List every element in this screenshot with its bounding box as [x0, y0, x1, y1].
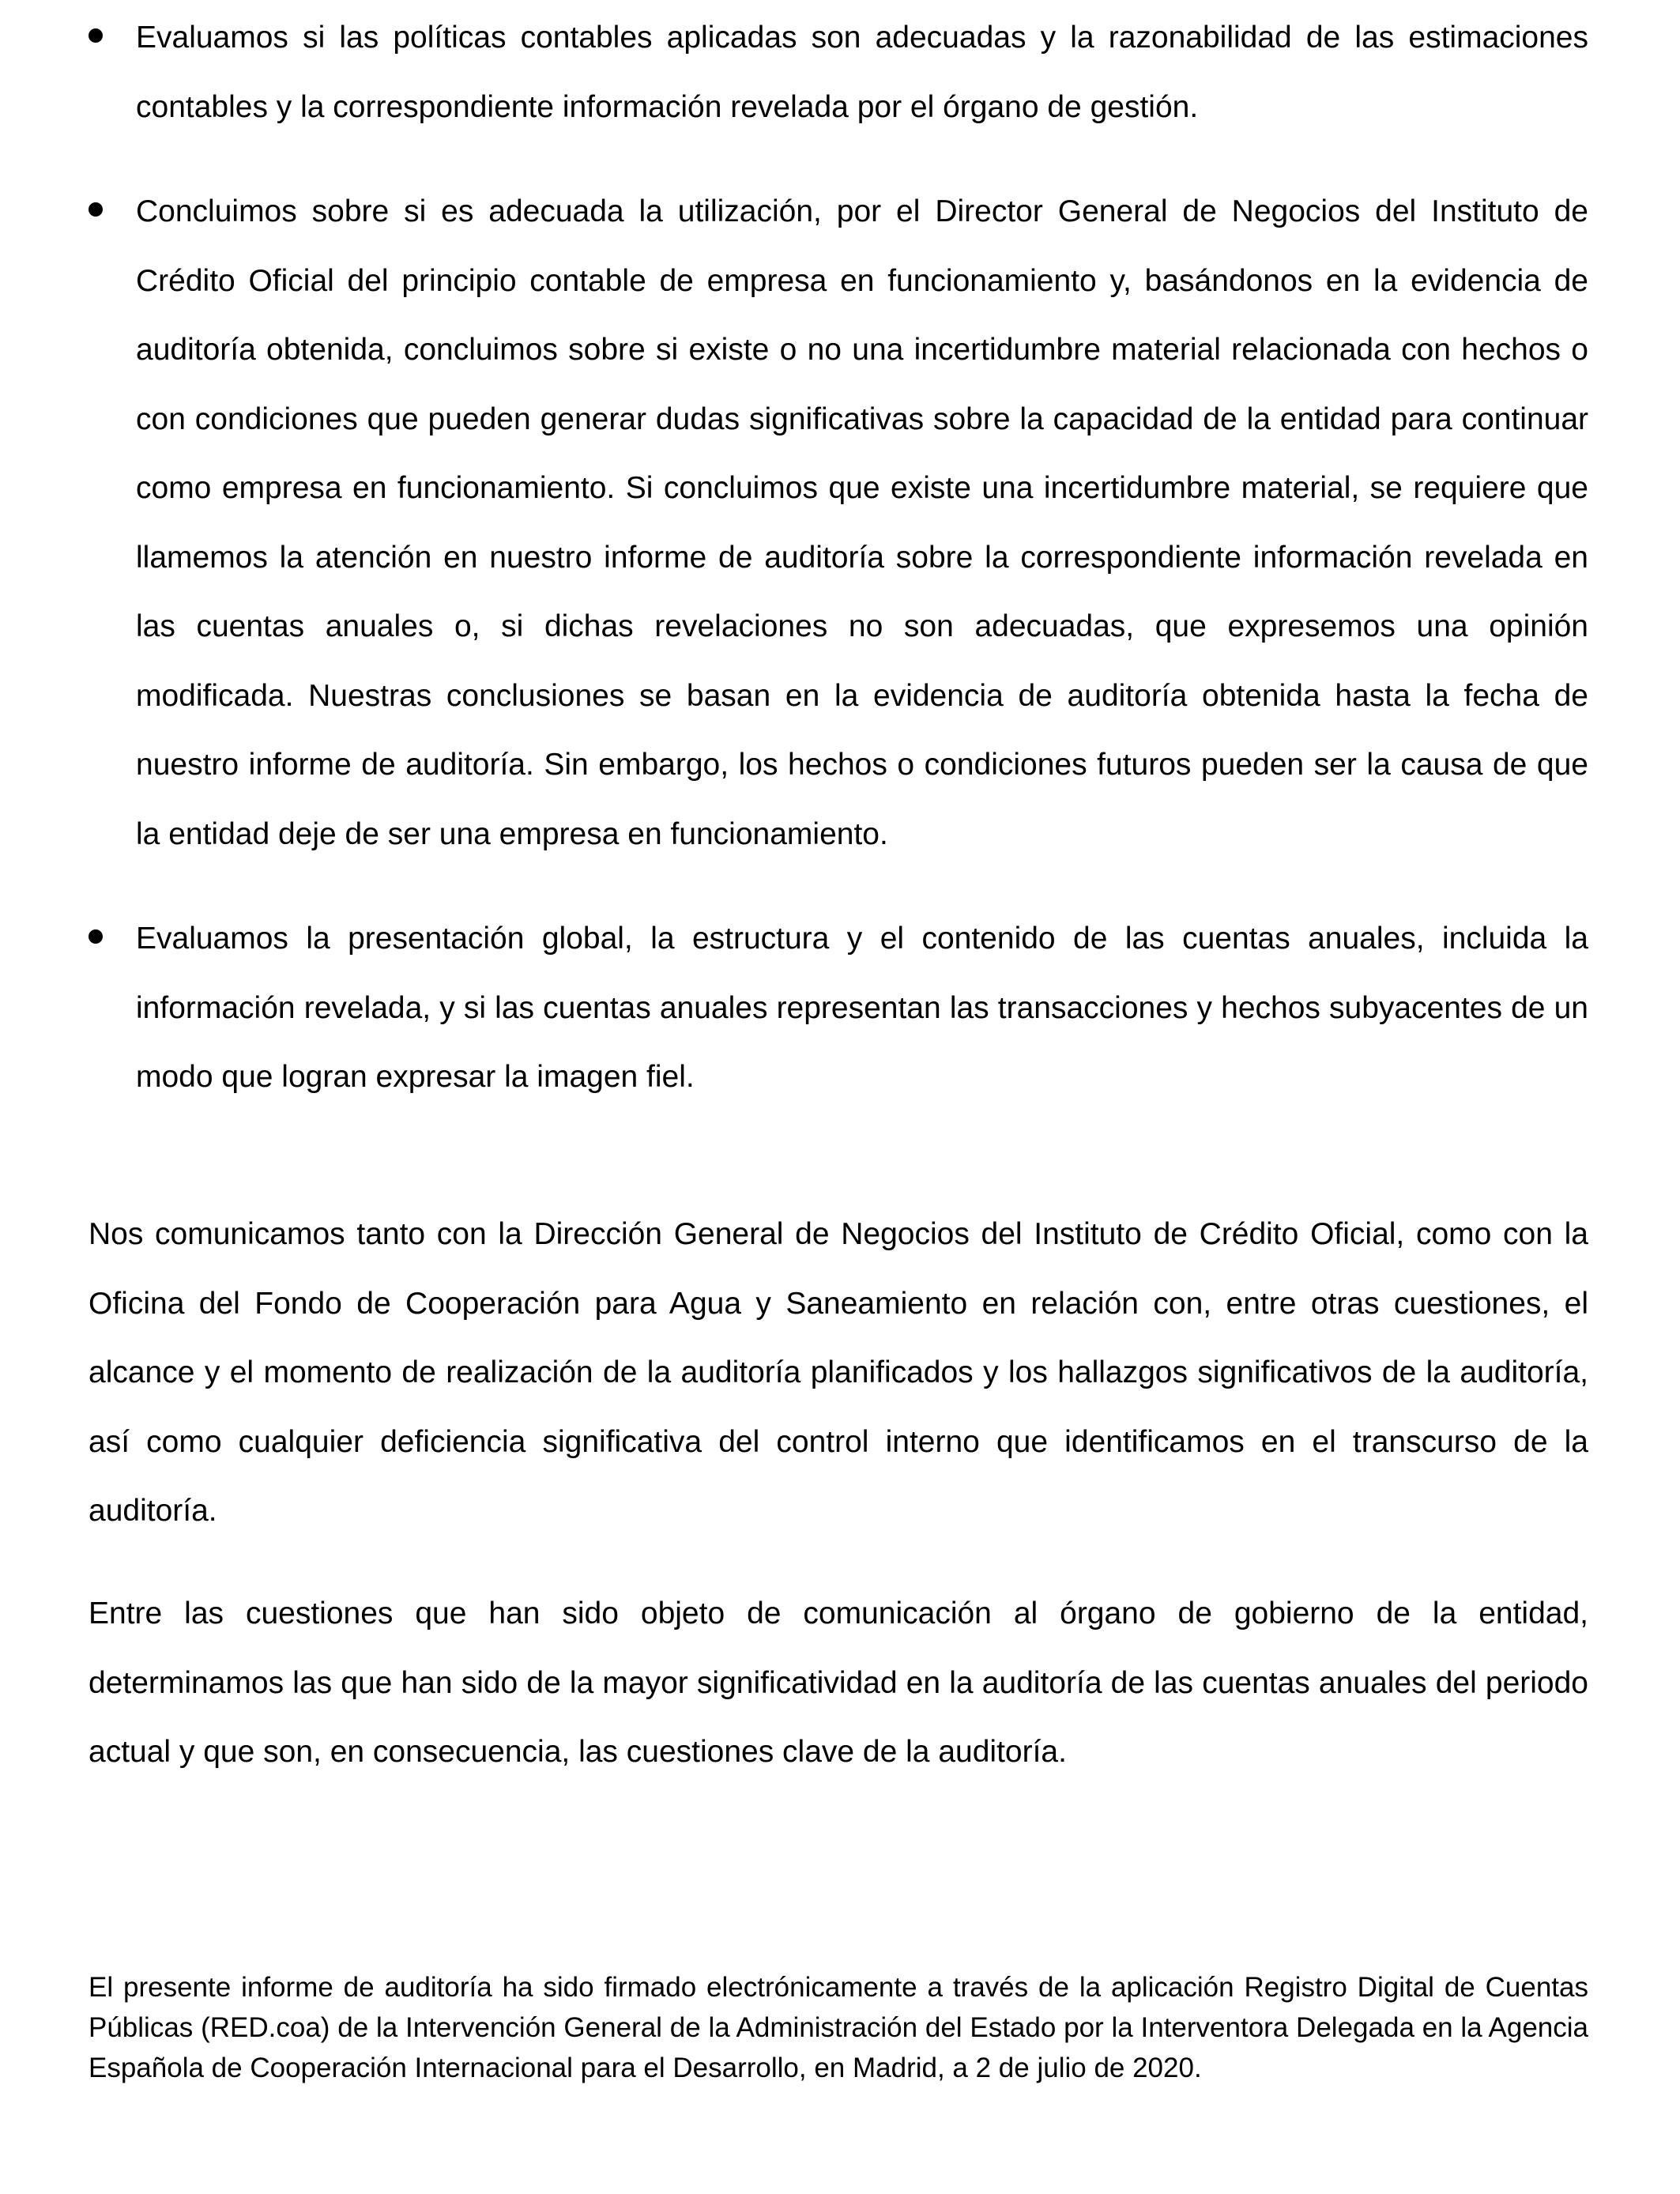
list-item-text: Evaluamos si las políticas contables aplicadas son adecuadas y la razonabilidad de las estimaciones contables y la correspondiente información revelada por el órgano de gestión. [136, 21, 1588, 124]
electronic-signature-note: El presente informe de auditoría ha sido firmado electrónicamente a través de la aplicación Registro Digital de Cuentas Públicas (RED.coa) de la Intervención General de la Administración del Estado por la Interventora Delegada en la Agencia Española de Cooperación Internacional para el Desarrollo, en Madrid, a 2 de julio de 2020. [89, 1972, 1588, 2083]
bullet-icon [89, 929, 103, 944]
bullet-icon [89, 202, 103, 217]
list-item-text: Concluimos sobre si es adecuada la utilización, por el Director General de Negocios del Instituto de Crédito Oficial del principio contable de empresa en funcionamiento y, basándonos en la evidencia de auditoría obtenida, concluimos sobre si existe o no una incertidumbre material relacionada con hechos o con condiciones que pueden generar dudas significativas sobre la capacidad de la entidad para continuar como empresa en funcionamiento. Si concluimos que existe una incertidumbre material, se requiere que llamemos la atención en nuestro informe de auditoría sobre la correspondiente información revelada en las cuentas anuales o, si dichas revelaciones no son adecuadas, que expresemos una opinión modificada. Nuestras conclusiones se basan en la evidencia de auditoría obtenida hasta la fecha de nuestro informe de auditoría. Sin embargo, los hechos o condiciones futuros pueden ser la causa de que la entidad deje de ser una empresa en funcionamiento. [136, 194, 1588, 851]
communication-paragraph: Nos comunicamos tanto con la Dirección General de Negocios del Instituto de Crédito Oficial, como con la Oficina del Fondo de Cooperación para Agua y Saneamiento en relación con, entre otras cuestiones, el alcance y el momento de realización de la auditoría planificados y los hallazgos significativos de la auditoría, así como cualquier deficiencia significativa del control interno que identificamos en el transcurso de la auditoría. [89, 1217, 1588, 1528]
bullet-icon [89, 28, 103, 43]
list-item [89, 3, 1588, 141]
audit-procedures-list [89, 3, 1588, 1112]
list-item-text: Evaluamos la presentación global, la estructura y el contenido de las cuentas anuales, incluida la información revelada, y si las cuentas anuales representan las transacciones y hechos subyacentes de un modo que logran expresar la imagen fiel. [136, 922, 1588, 1094]
list-item [89, 177, 1588, 869]
key-audit-matters-paragraph: Entre las cuestiones que han sido objeto de comunicación al órgano de gobierno de la entidad, determinamos las que han sido de la mayor significatividad en la auditoría de las cuentas anuales del periodo actual y que son, en consecuencia, las cuestiones clave de la auditoría. [89, 1596, 1588, 1769]
list-item [89, 904, 1588, 1112]
